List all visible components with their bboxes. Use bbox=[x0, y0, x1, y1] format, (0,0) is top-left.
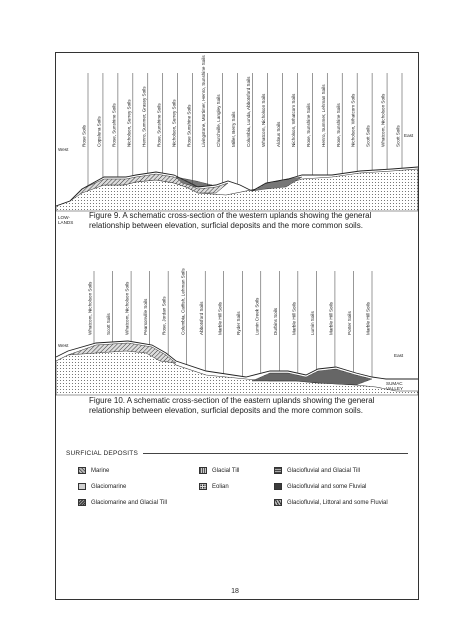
figure9-soil-label: Aldous Soils bbox=[275, 121, 281, 147]
legend-item-gf-sf bbox=[274, 483, 366, 490]
legend-label: Glaciomarine and Glacial Till bbox=[91, 499, 168, 506]
figure9-soil-label: Churchville, Langley Soils bbox=[216, 94, 222, 147]
gfsf-swatch bbox=[274, 483, 282, 490]
legend-heading bbox=[66, 450, 408, 457]
legend-item-marine bbox=[78, 467, 109, 474]
legend-item-gf-gt bbox=[274, 467, 360, 474]
legend-label: Glacial Till bbox=[212, 467, 240, 474]
figure9-soil-label: Rose, Sunshine Soils bbox=[335, 103, 341, 147]
legend-item-eolian bbox=[199, 483, 229, 490]
legend-heading-rule bbox=[143, 453, 408, 454]
figure9-soil-label: Henro, Summer, Lehman Soils bbox=[320, 84, 326, 147]
figure9-soil-label: Whatcom, Nicholson Soils bbox=[380, 93, 386, 147]
gflf-swatch bbox=[274, 499, 282, 506]
gmgt-swatch bbox=[78, 499, 86, 506]
figure9-soil-label: Henro, Summer, Grassy Soils bbox=[141, 86, 147, 147]
legend-label: Glaciofluvial and Glacial Till bbox=[287, 467, 361, 474]
figure9-soil-labels bbox=[82, 55, 401, 147]
figure10-soil-label: Columbia, Catfish, Lehman Soils bbox=[180, 268, 186, 335]
legend-label: Marine bbox=[91, 467, 110, 474]
legend-item-gf-lf bbox=[274, 499, 388, 506]
figure9-soil-label: Scott Soils bbox=[395, 125, 401, 147]
figure9-soil-label: Columbia, Lunda, Abbotsford Soils bbox=[246, 76, 252, 147]
figure10-till-layer bbox=[56, 345, 418, 395]
figure10-caption: Figure 10. A schematic cross-section of the eastern uplands showing the general relationship between elevation, surficial deposits and the more common soils. bbox=[89, 396, 375, 415]
legend-item-glacial-till bbox=[199, 467, 239, 474]
legend-heading-text: SURFICIAL DEPOSITS bbox=[66, 450, 138, 457]
figure9-soil-label: Rose Soils bbox=[81, 125, 87, 147]
figure10-soil-label: Abbotsford Soils bbox=[198, 301, 204, 335]
figure10-soil-label: Marble Hill Soils bbox=[291, 302, 297, 335]
figure9-soil-label: Nicholson, Whatcom Soils bbox=[290, 93, 296, 147]
eolian-swatch bbox=[199, 483, 207, 490]
figure9-glaciomarine-layer bbox=[56, 169, 418, 211]
figure10-soil-label: Pearsonville Soils bbox=[143, 298, 149, 335]
legend-label: Eolian bbox=[212, 483, 229, 490]
figure10-soil-labels bbox=[88, 268, 371, 335]
figure9-soil-label: Whatcom, Nicholson Soils bbox=[261, 93, 267, 147]
figure10-soil-label: Whatcom, Nicholson Soils bbox=[87, 281, 93, 335]
figure10-soil-label: Durbins Soils bbox=[272, 307, 278, 335]
figure9-soil-label: Rose Sunshine Soils bbox=[186, 104, 192, 147]
figure9-soil-label: Nicholson, Whatcom Soils bbox=[350, 93, 356, 147]
figure10-soil-label: Marble Hill Soils bbox=[328, 302, 334, 335]
figure10-valley-label: SUMAC VALLEY bbox=[386, 381, 404, 391]
figure9-soil-label: Nicholson, Surrey Soils bbox=[171, 99, 177, 147]
legend-item-glaciomarine bbox=[78, 483, 126, 490]
figure10-soil-label: Lumin Soils bbox=[310, 311, 315, 335]
figure10-soil-label: Porter Soils bbox=[347, 311, 353, 335]
till-swatch bbox=[199, 467, 207, 474]
figure10-svg bbox=[56, 265, 418, 395]
figure10-west-label: West bbox=[58, 343, 69, 348]
page-number: 18 bbox=[231, 588, 239, 595]
marine-swatch bbox=[78, 467, 86, 474]
figure9-soil-label: Miller, Berry Soils bbox=[231, 111, 237, 147]
figure10-soil-label: Ryder Soils bbox=[235, 311, 241, 335]
legend-label: Glaciomarine bbox=[91, 483, 127, 490]
figure10-soil-label: Marble Hill Soils bbox=[365, 302, 371, 335]
figure10-soil-label: Scott Soils bbox=[106, 313, 112, 335]
figure9-soil-label: Rose, Sunshine Soils bbox=[111, 103, 117, 147]
glaciomarine-swatch bbox=[78, 483, 86, 490]
figure-frame bbox=[55, 52, 419, 600]
figure9-lowlands-label: LOW- LANDS bbox=[58, 215, 74, 225]
figure9-caption: Figure 9. A schematic cross-section of the western uplands showing the general relationship between elevation, surficial deposits and the more common soils. bbox=[89, 211, 372, 230]
figure9-soil-label: Rose, Sunshine Soils bbox=[305, 103, 311, 147]
figure10-soil-label: Rose, Jordan Soils bbox=[161, 296, 167, 335]
figure9-soil-label: Scott Soils bbox=[365, 125, 371, 147]
figure9-soil-label: Nicholson, Surrey Soils bbox=[126, 99, 132, 147]
figure9-soil-label: Livingstone, Mortimer, Henro, Sunshine Soils bbox=[201, 55, 207, 147]
legend-label: Glaciofluvial and some Fluvial bbox=[287, 483, 367, 490]
figure10-east-label: East bbox=[394, 353, 404, 358]
gfgt-swatch bbox=[274, 467, 282, 474]
figure9-soil-label: Copsluna Soils bbox=[96, 116, 102, 147]
legend-label: Glaciofluvial, Littoral and some Fluvial bbox=[287, 499, 388, 506]
figure10-soil-label: Whatcom, Nicholson Soils bbox=[124, 281, 130, 335]
figure9-east-label: East bbox=[404, 133, 414, 138]
figure9-soil-label: Rose, Sunshine Soils bbox=[156, 103, 162, 147]
figure9-west-label: West bbox=[58, 147, 69, 152]
figure10-cross-section bbox=[56, 265, 418, 395]
figure10-soil-label: Marble Hill Soils bbox=[217, 302, 223, 335]
legend-item-gm-gt bbox=[78, 499, 167, 506]
figure10-soil-label: Lumin Creek Soils bbox=[254, 297, 260, 335]
